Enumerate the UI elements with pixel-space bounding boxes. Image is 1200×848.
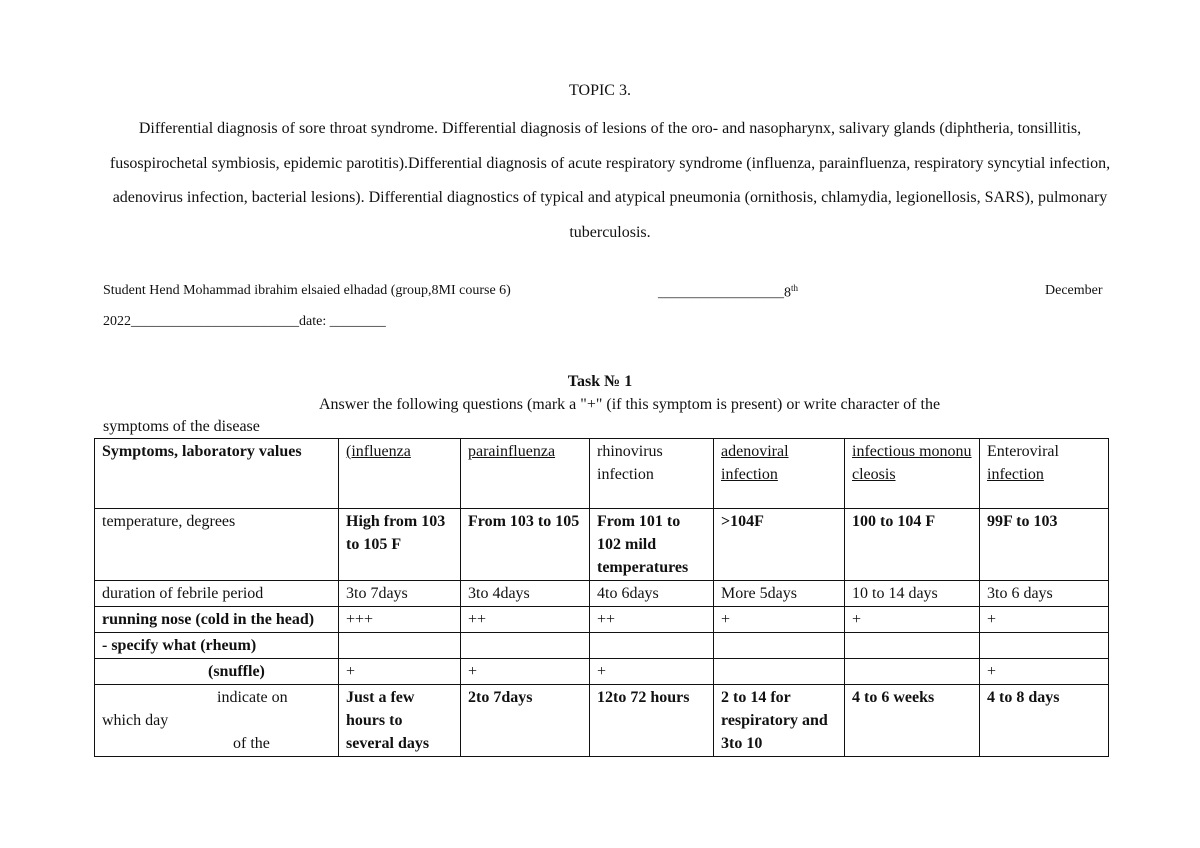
cell-influenza: +: [339, 659, 461, 685]
cell-mononucleosis: 4 to 6 weeks: [845, 685, 980, 757]
cell-parainfluenza: 2to 7days: [461, 685, 590, 757]
header-mononucleosis: infectious mononucleosis: [845, 439, 980, 509]
cell-parainfluenza: 3to 4days: [461, 581, 590, 607]
symptoms-table: [94, 438, 1109, 757]
row-label: - specify what (rheum): [95, 633, 339, 659]
row-label: temperature, degrees: [95, 509, 339, 581]
cell-mononucleosis: 10 to 14 days: [845, 581, 980, 607]
cell-influenza: +++: [339, 607, 461, 633]
cell-mononucleosis: [845, 659, 980, 685]
header-symptoms: Symptoms, laboratory values: [95, 439, 339, 509]
cell-parainfluenza: ++: [461, 607, 590, 633]
task-instruction-cont: symptoms of the disease: [103, 418, 260, 435]
cell-adenoviral: More 5days: [714, 581, 845, 607]
cell-mononucleosis: +: [845, 607, 980, 633]
cell-parainfluenza: [461, 633, 590, 659]
table-row: [95, 509, 1109, 581]
row-label-part: of the: [233, 735, 270, 752]
row-label: running nose (cold in the head): [95, 607, 339, 633]
cell-mononucleosis: [845, 633, 980, 659]
cell-adenoviral: >104F: [714, 509, 845, 581]
header-enteroviral: [980, 439, 1109, 509]
cell-adenoviral: +: [714, 607, 845, 633]
cell-rhinovirus: 12to 72 hours: [590, 685, 714, 757]
cell-rhinovirus: 4to 6days: [590, 581, 714, 607]
cell-enteroviral: [980, 633, 1109, 659]
cell-rhinovirus: [590, 633, 714, 659]
date-month: December: [1045, 283, 1103, 298]
cell-influenza: 3to 7days: [339, 581, 461, 607]
table-row: [95, 633, 1109, 659]
task-title: Task № 1: [567, 373, 633, 390]
topic-description: Differential diagnosis of sore throat syndrome. Differential diagnosis of lesions of the oro- and nasopharynx, salivary glands (diphtheria, tonsillitis, fusospirochetal symbiosis, epidemic parotitis).Differential diagnosis of acute respiratory syndrome (influenza, parainfluenza, respiratory syncytial infection, adenovirus infection, bacterial lesions). Differential diagnostics of typical and atypical pneumonia (ornithosis, chlamydia, legionellosis, SARS), pulmonary tuberculosis.: [109, 120, 1111, 241]
table-row: [95, 685, 1109, 757]
cell-rhinovirus: From 101 to 102 mild temperatures: [590, 509, 714, 581]
cell-enteroviral: 4 to 8 days: [980, 685, 1109, 757]
table-row: [95, 607, 1109, 633]
cell-parainfluenza: +: [461, 659, 590, 685]
cell-parainfluenza: From 103 to 105: [461, 509, 590, 581]
cell-adenoviral: [714, 659, 845, 685]
row-label-part: indicate on: [217, 689, 288, 706]
header-enteroviral-label: Enteroviral infection: [987, 443, 1059, 483]
student-date-line: [658, 283, 798, 302]
row-label-part: which day: [102, 712, 169, 729]
header-influenza: (influenza: [339, 439, 461, 509]
table-header-row: [95, 439, 1109, 509]
task-instruction: Answer the following questions (mark a "+" (if this symptom is present) or write character of the: [319, 396, 941, 413]
table-row: [95, 659, 1109, 685]
day-suffix: th: [791, 283, 799, 293]
cell-rhinovirus: ++: [590, 607, 714, 633]
cell-influenza: High from 103 to 105 F: [339, 509, 461, 581]
cell-enteroviral: +: [980, 607, 1109, 633]
row-label: duration of febrile period: [95, 581, 339, 607]
cell-influenza: Just a few hours to several days: [339, 685, 461, 757]
table-row: [95, 581, 1109, 607]
date-blank: __________________8: [658, 285, 791, 301]
cell-enteroviral: 3to 6 days: [980, 581, 1109, 607]
row-label: (snuffle): [95, 659, 339, 685]
header-adenoviral: adenoviral infection: [714, 439, 845, 509]
cell-adenoviral: 2 to 14 for respiratory and 3to 10: [714, 685, 845, 757]
student-label: Student Hend Mohammad ibrahim elsaied elhadad (group,8MI course 6): [103, 283, 511, 298]
row-label: [95, 685, 339, 757]
cell-rhinovirus: +: [590, 659, 714, 685]
topic-title: TOPIC 3.: [569, 82, 631, 99]
cell-adenoviral: [714, 633, 845, 659]
cell-influenza: [339, 633, 461, 659]
year-date-line: 2022________________________date: ________: [103, 314, 386, 329]
cell-mononucleosis: 100 to 104 F: [845, 509, 980, 581]
header-parainfluenza: parainfluenza: [461, 439, 590, 509]
cell-enteroviral: 99F to 103: [980, 509, 1109, 581]
header-rhinovirus: rhinovirus infection: [590, 439, 714, 509]
cell-enteroviral: +: [980, 659, 1109, 685]
